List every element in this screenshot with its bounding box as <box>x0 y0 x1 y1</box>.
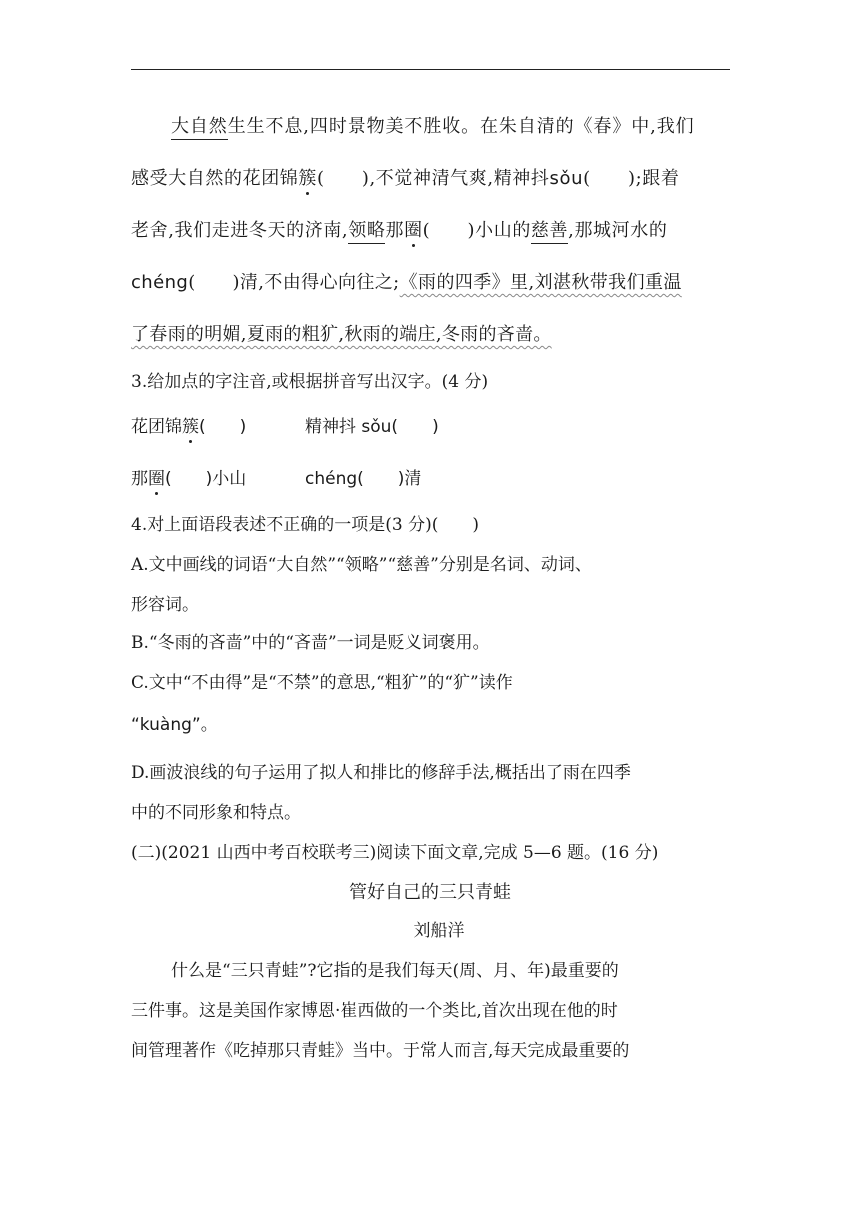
question-3-item-2: 精神抖 sǒu( ) <box>305 417 439 437</box>
wavy-line-text: 《雨的四季》里,刘湛秋带我们重温 <box>399 272 682 293</box>
question-3-item-4: chéng( )清 <box>305 469 422 489</box>
dotted-char: 圈 <box>148 469 165 489</box>
underlined-word-kind: 慈善 <box>531 220 568 244</box>
passage-line-3: 老舍,我们走进冬天的济南,领略那圈( )小山的慈善,那城河水的 <box>131 216 667 242</box>
option-c-line-2: “kuàng”。 <box>131 715 218 735</box>
pinyin: sǒu <box>549 168 584 189</box>
dotted-char: 簇 <box>182 417 199 437</box>
question-3-stem: 3.给加点的字注音,或根据拼音写出汉字。(4 分) <box>131 372 489 392</box>
article-title: 管好自己的三只青蛙 <box>349 882 511 903</box>
question-4-stem: 4.对上面语段表述不正确的一项是(3 分)( ) <box>131 515 479 535</box>
top-rule <box>131 69 730 70</box>
pinyin: chéng <box>131 272 189 293</box>
option-d-line-2: 中的不同形象和特点。 <box>131 803 301 823</box>
passage-line-2: 感受大自然的花团锦簇( ),不觉神清气爽,精神抖sǒu( );跟着 <box>131 168 680 189</box>
underlined-word-nature: 大自然 <box>171 116 228 140</box>
option-a-line-2: 形容词。 <box>131 595 199 615</box>
option-d-line-1: D.画波浪线的句子运用了拟人和排比的修辞手法,概括出了雨在四季 <box>131 763 631 783</box>
option-a-line-1: A.文中画线的词语“大自然”“领略”“慈善”分别是名词、动词、 <box>131 555 592 575</box>
question-3-row-2: 那圈( )小山 <box>131 469 247 489</box>
article-para-line-2: 三件事。这是美国作家博恩·崔西做的一个类比,首次出现在他的时 <box>131 1001 618 1021</box>
section-2-intro: (二)(2021 山西中考百校联考三)阅读下面文章,完成 5—6 题。(16 分) <box>131 843 659 863</box>
passage-line-5 <box>131 320 552 346</box>
option-c-line-1: C.文中“不由得”是“不禁”的意思,“粗犷”的“犷”读作 <box>131 673 513 693</box>
passage-line-4: chéng( )清,不由得心向往之;《雨的四季》里,刘湛秋带我们重温 <box>131 272 682 293</box>
article-author: 刘船洋 <box>413 921 465 941</box>
dotted-char: 簇 <box>298 168 318 189</box>
article-para-line-3: 间管理著作《吃掉那只青蛙》当中。于常人而言,每天完成最重要的 <box>131 1041 630 1061</box>
article-para-line-1: 什么是“三只青蛙”?它指的是我们每天(周、月、年)最重要的 <box>171 961 619 981</box>
option-b: B.“冬雨的吝啬”中的“吝啬”一词是贬义词褒用。 <box>131 633 490 653</box>
wavy-line-text: 了春雨的明媚,夏雨的粗犷,秋雨的端庄,冬雨的吝啬。 <box>131 324 552 345</box>
dotted-char: 圈 <box>404 220 423 241</box>
underlined-word-appreciate: 领略 <box>348 220 385 244</box>
question-3-row-1: 花团锦簇( ) <box>131 417 247 437</box>
passage-line-1: 大自然生生不息,四时景物美不胜收。在朱自清的《春》中,我们 <box>171 112 695 138</box>
